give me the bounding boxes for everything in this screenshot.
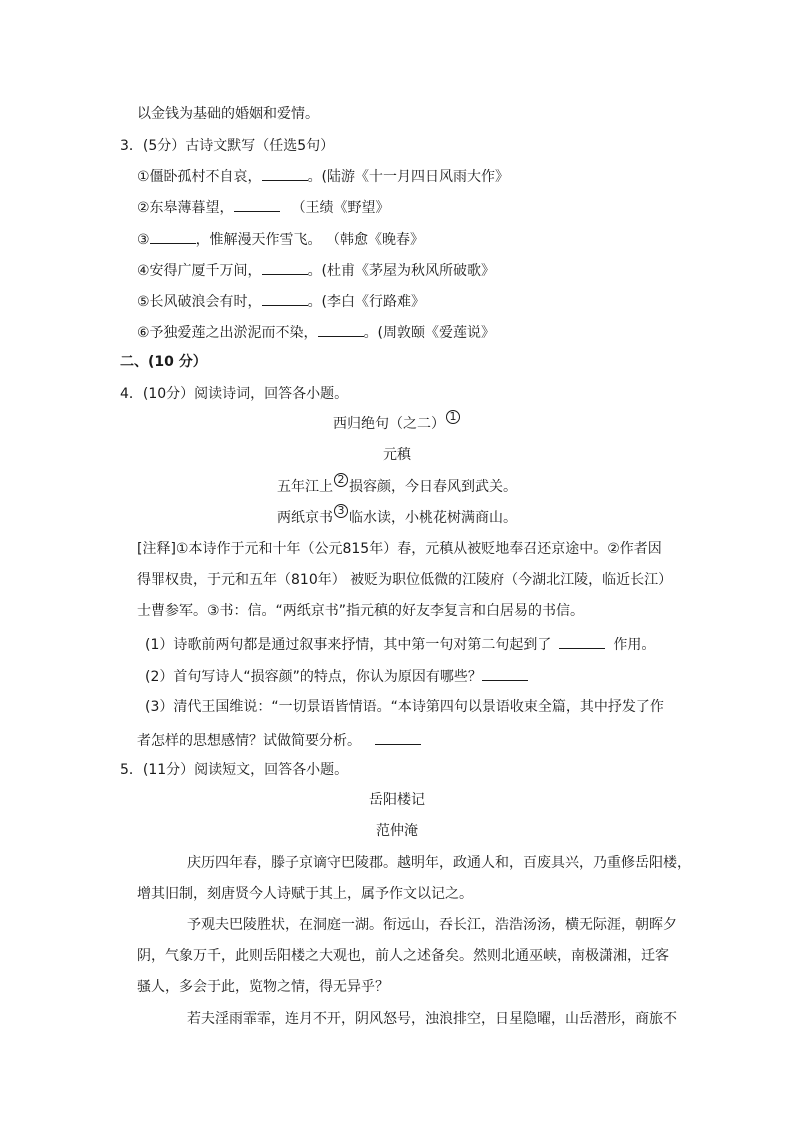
poem-notes-line: 士曹参军。③书：信。“两纸京书”指元稹的好友李复言和白居易的书信。 <box>137 603 585 619</box>
q3-item-source: 。(陆游《十一月四日风雨大作》 <box>307 169 510 185</box>
answer-blank[interactable] <box>375 729 421 745</box>
passage-title: 岳阳楼记 <box>369 792 425 808</box>
answer-blank[interactable] <box>559 633 605 649</box>
poem-text: 临水读，小桃花树满商山。 <box>349 510 517 526</box>
q3-item-3 <box>137 228 424 250</box>
q3-item-source: 。(李白《行路难》 <box>307 294 426 310</box>
q3-item-text: ⑤长风破浪会有时， <box>137 294 262 310</box>
q3-item-text: ⑥予独爱莲之出淤泥而不染， <box>137 325 318 341</box>
q3-item-6 <box>137 321 495 343</box>
q3-item-source: （王绩《野望》 <box>291 200 390 216</box>
poem-line-1 <box>0 473 794 497</box>
question-text: 作用。 <box>613 637 656 653</box>
q3-item-source: 。(周敦颐《爱莲说》 <box>363 325 496 341</box>
passage-line: 若夫淫雨霏霏，连月不开，阴风怒号，浊浪排空，日星隐曜，山岳潜形，商旅不 <box>187 1011 677 1027</box>
q4-sub-2 <box>145 665 528 687</box>
answer-blank[interactable] <box>262 259 308 275</box>
answer-blank[interactable] <box>318 321 364 337</box>
q3-item-source: ，惟解漫天作雪飞。 （韩愈《晚春》 <box>195 232 425 248</box>
q3-item-1 <box>137 165 509 187</box>
q3-item-source: 。(杜甫《茅屋为秋风所破歌》 <box>307 263 496 279</box>
poem-notes-line: 得罪权贵，于元和五年（810年） 被贬为职位低微的江陵府（今湖北江陵，临近长江） <box>137 572 673 588</box>
q3-header: 3．(5分）古诗文默写（任选5句） <box>120 138 335 154</box>
question-text: 者怎样的思想感情？试做简要分析。 <box>137 733 361 749</box>
passage-author: 范仲淹 <box>376 823 418 839</box>
footnote-marker: 1 <box>446 410 460 424</box>
poem-text: 损容颜，今日春风到武关。 <box>349 479 517 495</box>
q3-item-2 <box>137 196 390 218</box>
passage-line: 增其旧制，刻唐贤今人诗赋于其上，属予作文以记之。 <box>137 886 473 902</box>
passage-line: 阴，气象万千，此则岳阳楼之大观也，前人之述备矣。然则北通巫峡，南极潇湘，迁客 <box>137 948 669 964</box>
question-text: (1）诗歌前两句都是通过叙事来抒情，其中第一句对第二句起到了 <box>145 637 552 653</box>
q4-sub-3-line-1: (3）清代王国维说：“一切景语皆情语。“本诗第四句以景语收束全篇，其中抒发了作 <box>145 699 664 715</box>
q3-item-text: ①僵卧孤村不自哀， <box>137 169 262 185</box>
answer-blank[interactable] <box>262 165 308 181</box>
q3-item-5 <box>137 290 425 312</box>
passage-line: 骚人，多会于此，览物之情，得无异乎？ <box>137 979 389 995</box>
answer-blank[interactable] <box>262 290 308 306</box>
poet-name: 元稹 <box>383 447 411 463</box>
poem-text: 五年江上 <box>277 479 333 495</box>
answer-blank[interactable] <box>234 196 280 212</box>
q3-item-text: ④安得广厦千万间， <box>137 263 262 279</box>
answer-blank[interactable] <box>482 665 528 681</box>
passage-line: 予观夫巴陵胜状，在洞庭一湖。衔远山，吞长江，浩浩汤汤，横无际涯，朝晖夕 <box>187 917 677 933</box>
q4-sub-3-line-2 <box>137 729 421 751</box>
poem-title <box>0 410 794 434</box>
q2-answer-tail: 以金钱为基础的婚姻和爱情。 <box>137 106 319 122</box>
poem-text: 两纸京书 <box>277 510 333 526</box>
answer-blank[interactable] <box>150 228 196 244</box>
q5-header: 5．(11分）阅读短文，回答各小题。 <box>120 762 349 778</box>
footnote-marker: 3 <box>334 504 348 518</box>
section-heading: 二、(10 分） <box>120 354 207 370</box>
q3-item-text: ③ <box>137 232 150 248</box>
poem-notes-line: [注释]①本诗作于元和十年（公元815年）春，元稹从被贬地奉召还京途中。②作者因 <box>137 541 662 557</box>
q3-item-4 <box>137 259 495 281</box>
question-text: (2）首句写诗人“损容颜”的特点，你认为原因有哪些？ <box>145 669 482 685</box>
poem-title-text: 西归绝句（之二） <box>333 416 445 432</box>
q4-sub-1 <box>145 633 655 655</box>
q3-item-text: ②东皋薄暮望， <box>137 200 234 216</box>
footnote-marker: 2 <box>334 473 348 487</box>
poem-line-2 <box>0 504 794 528</box>
passage-line: 庆历四年春，滕子京谪守巴陵郡。越明年，政通人和，百废具兴，乃重修岳阳楼， <box>187 855 691 871</box>
q4-header: 4．(10分）阅读诗词，回答各小题。 <box>120 386 349 402</box>
